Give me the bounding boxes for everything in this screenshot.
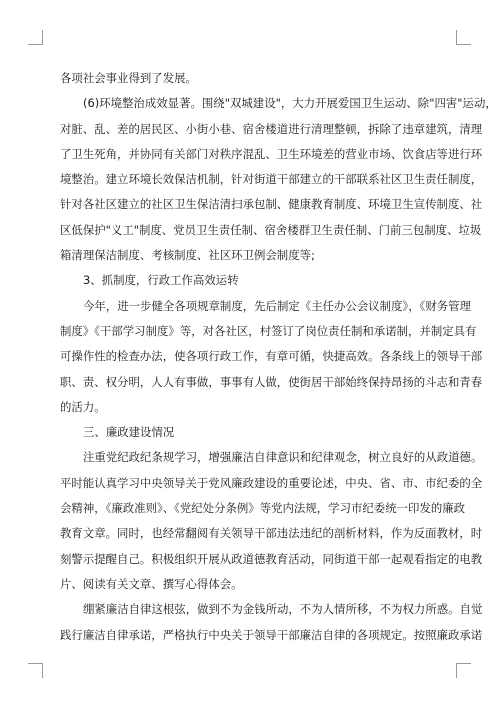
document-body <box>60 66 497 648</box>
corner-mark-top-right <box>456 30 471 45</box>
text-line: 制度》《干部学习制度》等，对各社区，村签订了岗位责任制和承诺制，并制定具有 <box>60 323 477 338</box>
text-line: 今年，进一步健全各项规章制度，先后制定《主任办公会议制度》，《财务管理 <box>83 298 471 313</box>
text-line: 教育文章。同时，也经常翻阅有关领导干部违法违纪的剖析材料，作为反面教材，时 <box>60 526 483 541</box>
text-line: 境整治。建立环境长效保洁机制，针对街道干部建立的干部联系社区卫生责任制度， <box>60 172 483 187</box>
corner-mark-top-left <box>28 30 43 45</box>
text-line: 各项社会事业得到了发展。 <box>60 71 197 85</box>
text-line: 职、责、权分明，人人有事做，事事有人做，使街居干部始终保持昂扬的斗志和青春 <box>60 374 483 389</box>
text-line: 对脏、乱、差的居民区、小街小巷、宿舍楼道进行清理整顿，拆除了违章建筑，清理 <box>60 121 483 136</box>
text-line: 刻警示提醒自己。积极组织开展从政道德教育活动，同街道干部一起观看指定的电教 <box>60 551 483 566</box>
text-line: 了卫生死角，并协同有关部门对秩序混乱、卫生环境差的营业市场、饮食店等进行环 <box>60 146 483 161</box>
text-line: (6)环境整治成效显著。围绕"双城建设"，大力开展爱国卫生运动、除"四害"运动， <box>83 96 497 111</box>
corner-mark-bottom-right <box>456 663 471 678</box>
text-line: 3、抓制度，行政工作高效运转 <box>83 273 239 288</box>
text-line: 箱清理保洁制度、考核制度、社区环卫例会制度等; <box>60 248 315 263</box>
text-line: 针对各社区建立的社区卫生保洁清扫承包制、健康教育制度、环境卫生宣传制度、社 <box>60 197 483 212</box>
text-line: 片、阅读有关文章、撰写心得体会。 <box>60 576 243 591</box>
text-line: 三、廉政建设情况 <box>83 425 175 440</box>
text-line: 注重党纪政纪条规学习，增强廉洁自律意识和纪律观念，树立良好的从政道德。 <box>83 450 483 465</box>
text-line: 绷紧廉洁自律这根弦，做到不为金钱所动，不为人情所移，不为权力所惑。自觉 <box>83 602 483 617</box>
text-line: 会精神，《廉政准则》、《党纪处分条例》等党内法规，学习市纪委统一印发的廉政 <box>60 501 466 516</box>
text-line: 区低保护"义工"制度、党员卫生责任制、宿舍楼群卫生责任制、门前三包制度、垃圾 <box>60 222 482 237</box>
text-line: 的活力。 <box>60 399 106 414</box>
text-line: 平时能认真学习中央领导关于党风廉政建设的重要论述，中央、省、市、市纪委的全 <box>60 475 483 490</box>
corner-mark-bottom-left <box>28 663 43 678</box>
text-line: 可操作性的检查办法，使各项行政工作，有章可循，快捷高效。各条线上的领导干部 <box>60 349 483 364</box>
text-line: 践行廉洁自律承诺，严格执行中央关于领导干部廉洁自律的各项规定。按照廉政承诺 <box>60 627 483 642</box>
